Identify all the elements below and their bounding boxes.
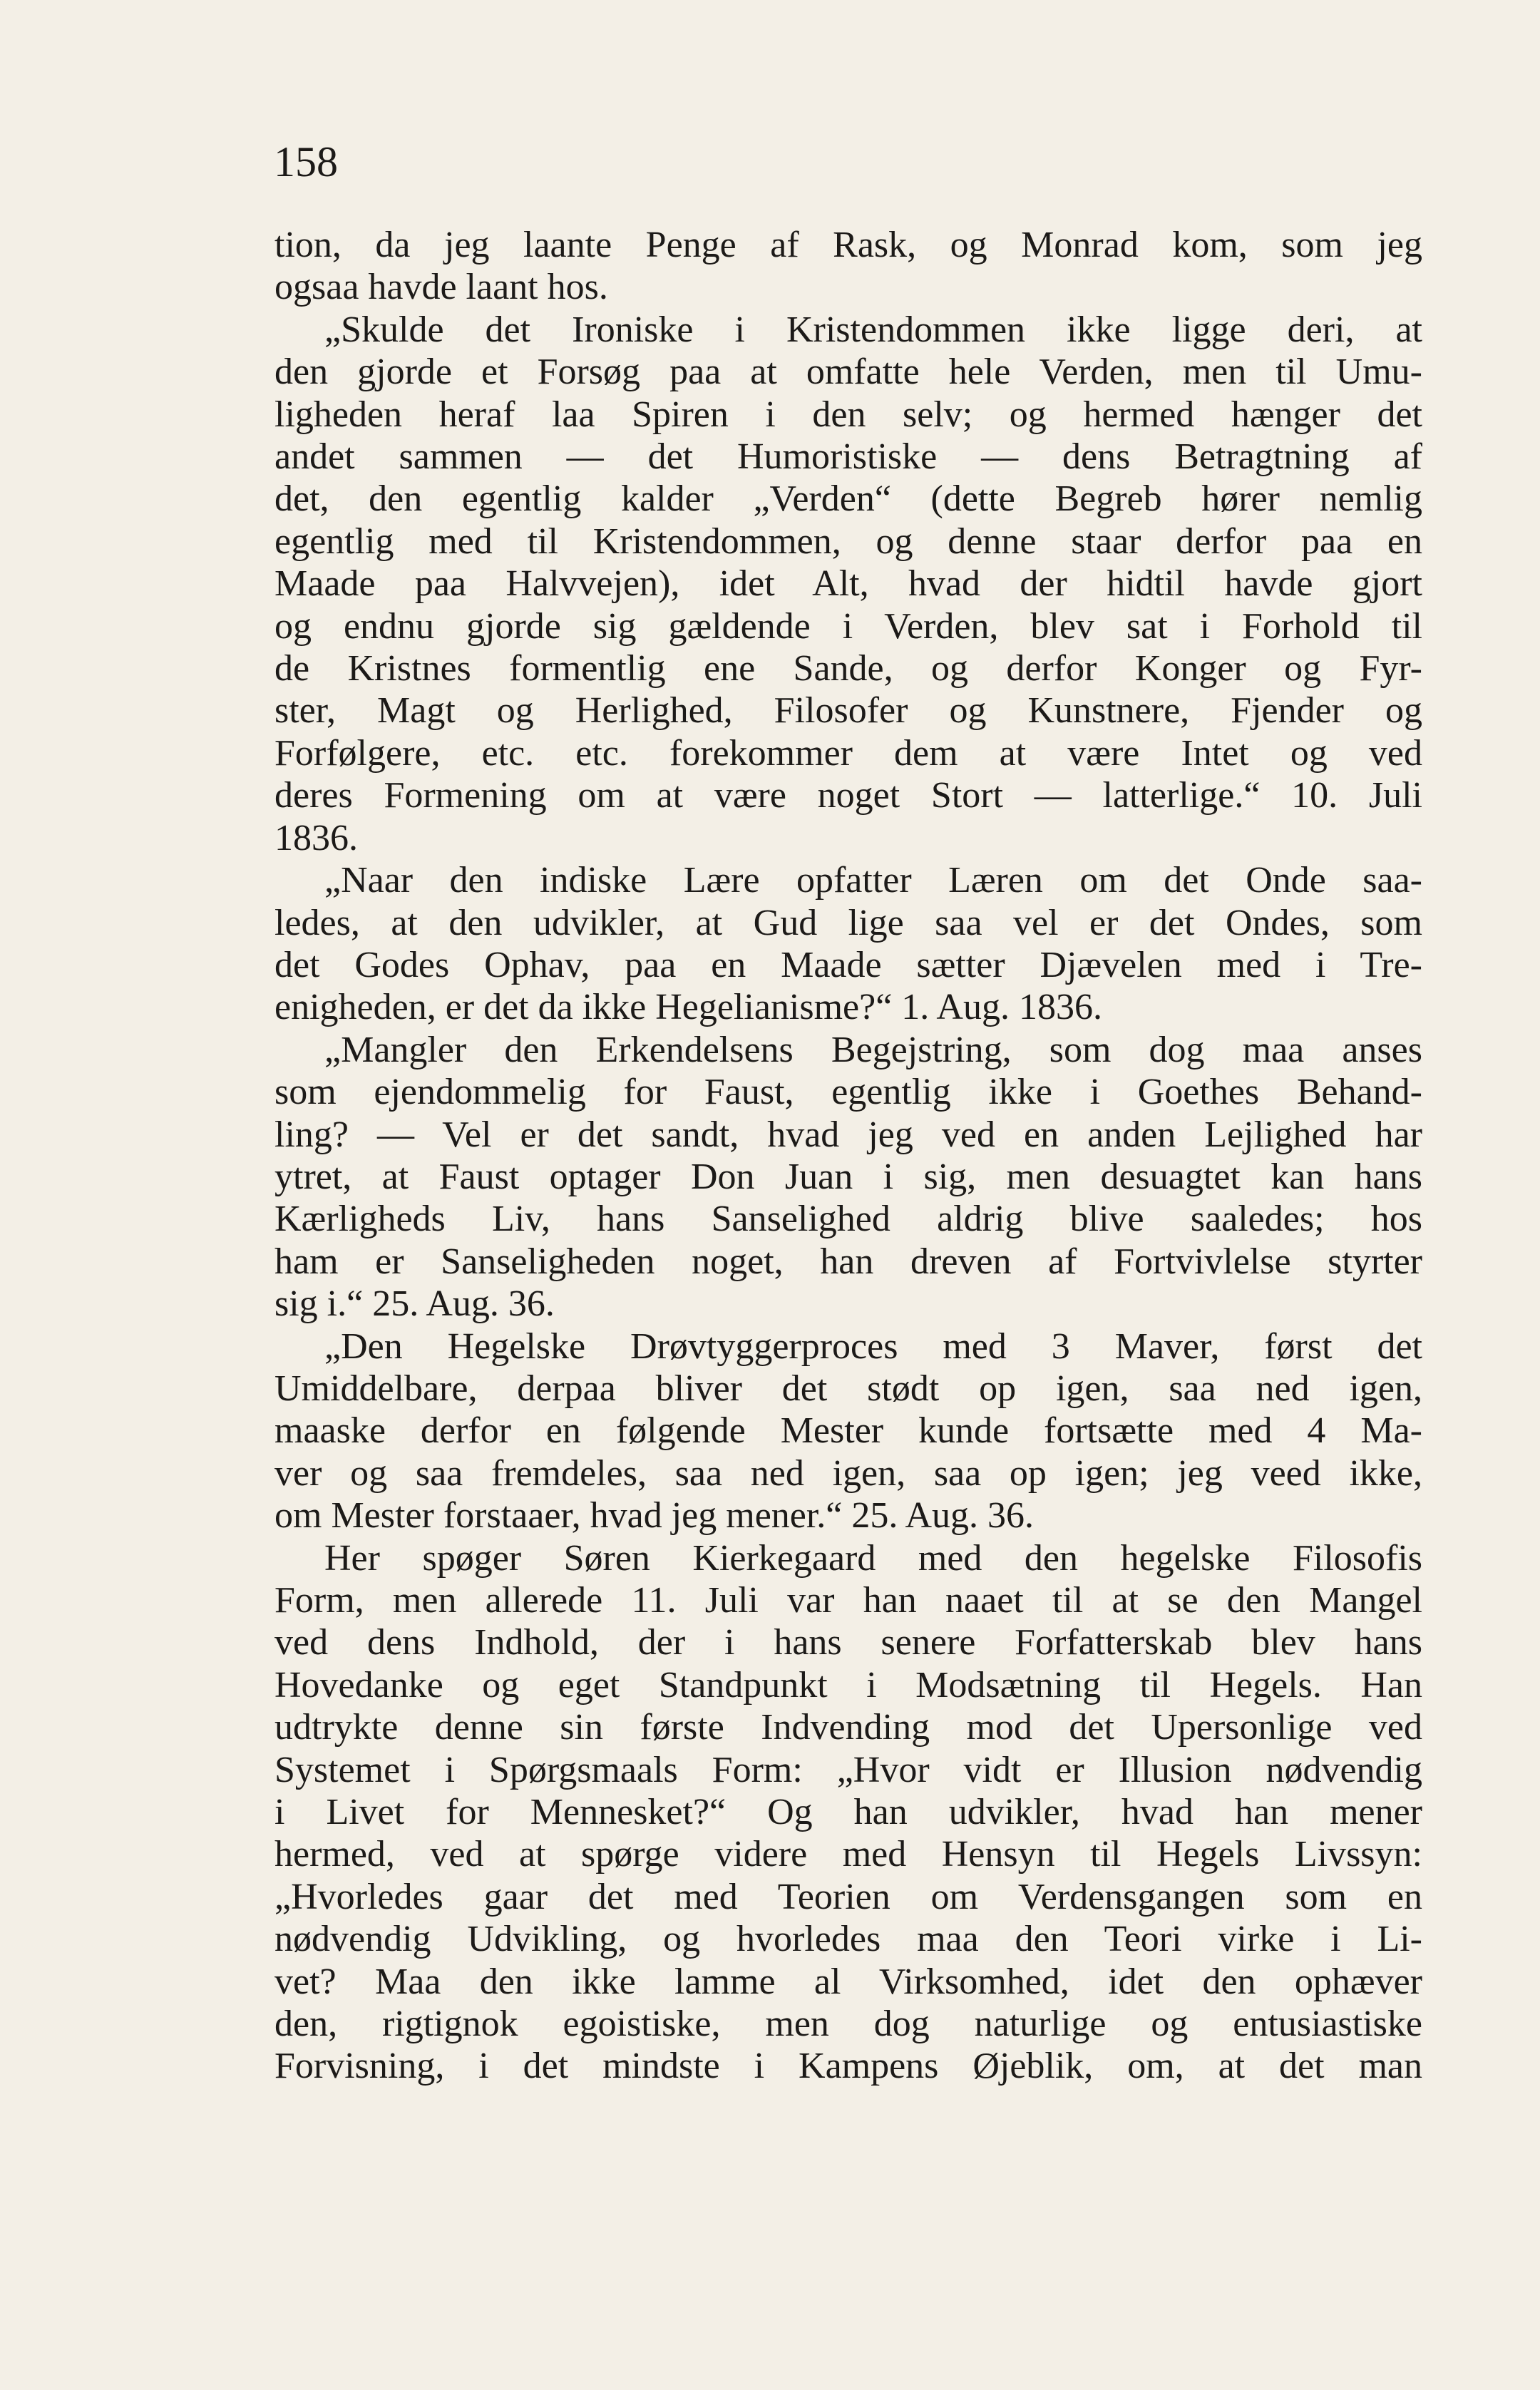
text-line: maaske derfor en følgende Mester kunde fortsætte med 4 Ma-	[274, 1410, 1422, 1452]
text-line: 1836.	[274, 817, 358, 858]
text-line: ved dens Indhold, der i hans senere Forfatterskab blev hans	[274, 1622, 1422, 1663]
page-number: 158	[274, 138, 338, 185]
text-line: det, den egentlig kalder „Verden“ (dette Begreb hører nemlig	[274, 478, 1422, 520]
text-line: andet sammen — det Humoristiske — dens Betragtning af	[274, 436, 1422, 478]
text-line: ling? — Vel er det sandt, hvad jeg ved en anden Lejlighed har	[274, 1114, 1422, 1155]
text-line: ligheden heraf laa Spiren i den selv; og hermed hænger det	[274, 394, 1422, 435]
text-line: tion, da jeg laante Penge af Rask, og Monrad kom, som jeg	[274, 225, 1422, 265]
text-line: sig i.“ 25. Aug. 36.	[274, 1283, 555, 1325]
text-line: om Mester forstaaer, hvad jeg mener.“ 25. Aug. 36.	[274, 1495, 1035, 1537]
text-line: ver og saa fremdeles, saa ned igen, saa op igen; jeg veed ikke,	[274, 1452, 1422, 1494]
text-line: som ejendommelig for Faust, egentlig ikke i Goethes Behand-	[274, 1072, 1422, 1113]
text-line: egentlig med til Kristendommen, og denne staar derfor paa en	[274, 520, 1422, 562]
paragraph	[274, 309, 1422, 859]
text-line: „Mangler den Erkendelsens Begejstring, som dog maa anses	[324, 1029, 1422, 1070]
text-line: vet? Maa den ikke lamme al Virksomhed, idet den ophæver	[274, 1961, 1422, 2002]
text-line: „Naar den indiske Lære opfatter Læren om det Onde saa-	[324, 860, 1422, 901]
text-line: enigheden, er det da ikke Hegelianisme?“ 1. Aug. 1836.	[274, 987, 1102, 1028]
text-line: Forfølgere, etc. etc. forekommer dem at være Intet og ved	[274, 732, 1422, 774]
text-line: ledes, at den udvikler, at Gud lige saa vel er det Ondes, som	[274, 902, 1422, 943]
text-line: den, rigtignok egoistiske, men dog naturlige og entusiastiske	[274, 2004, 1422, 2045]
text-line: ham er Sanseligheden noget, han dreven af Fortvivlelse styrter	[274, 1241, 1422, 1282]
text-line: Systemet i Spørgsmaals Form: „Hvor vidt er Illusion nødvendig	[274, 1749, 1422, 1790]
text-line: den gjorde et Forsøg paa at omfatte hele Verden, men til Umu-	[274, 352, 1422, 393]
text-line: nødvendig Udvikling, og hvorledes maa den Teori virke i Li-	[274, 1919, 1422, 1960]
text-line: ster, Magt og Herlighed, Filosofer og Kunstnere, Fjender og	[274, 690, 1422, 732]
text-line: „Den Hegelske Drøvtyggerproces med 3 Maver, først det	[324, 1325, 1422, 1367]
paragraph	[274, 1537, 1422, 2088]
text-line: Umiddelbare, derpaa bliver det stødt op igen, saa ned igen,	[274, 1368, 1422, 1409]
text-line: Form, men allerede 11. Juli var han naaet til at se den Mangel	[274, 1580, 1422, 1621]
text-line: de Kristnes formentlig ene Sande, og derfor Konger og Fyr-	[274, 648, 1422, 689]
text-line: det Godes Ophav, paa en Maade sætter Djævelen med i Tre-	[274, 944, 1422, 985]
text-line: deres Formening om at være noget Stort — latterlige.“ 10. Juli	[274, 775, 1422, 816]
paragraph	[274, 224, 1422, 309]
text-line: „Skulde det Ironiske i Kristendommen ikke ligge deri, at	[324, 309, 1422, 350]
paragraph	[274, 1325, 1422, 1537]
text-line: ytret, at Faust optager Don Juan i sig, men desuagtet kan hans	[274, 1156, 1422, 1197]
text-line: udtrykte denne sin første Indvending mod det Upersonlige ved	[274, 1707, 1422, 1748]
text-line: Hovedanke og eget Standpunkt i Modsætning til Hegels. Han	[274, 1664, 1422, 1706]
paragraph	[274, 1029, 1422, 1325]
text-line: Kærligheds Liv, hans Sanselighed aldrig blive saaledes; hos	[274, 1199, 1422, 1240]
text-line: Maade paa Halvvejen), idet Alt, hvad der hidtil havde gjort	[274, 563, 1422, 605]
text-line: og endnu gjorde sig gældende i Verden, blev sat i Forhold til	[274, 605, 1422, 647]
text-line: Forvisning, i det mindste i Kampens Øjeblik, om, at det man	[274, 2046, 1422, 2087]
text-line: ogsaa havde laant hos.	[274, 267, 608, 308]
text-line: hermed, ved at spørge videre med Hensyn til Hegels Livssyn:	[274, 1834, 1422, 1875]
text-line: Her spøger Søren Kierkegaard med den hegelske Filosofis	[324, 1537, 1422, 1579]
body-text	[274, 224, 1422, 2088]
text-line: „Hvorledes gaar det med Teorien om Verdensgangen som en	[274, 1876, 1422, 1917]
text-line: i Livet for Mennesket?“ Og han udvikler, hvad han mener	[274, 1792, 1422, 1833]
paragraph	[274, 859, 1422, 1029]
